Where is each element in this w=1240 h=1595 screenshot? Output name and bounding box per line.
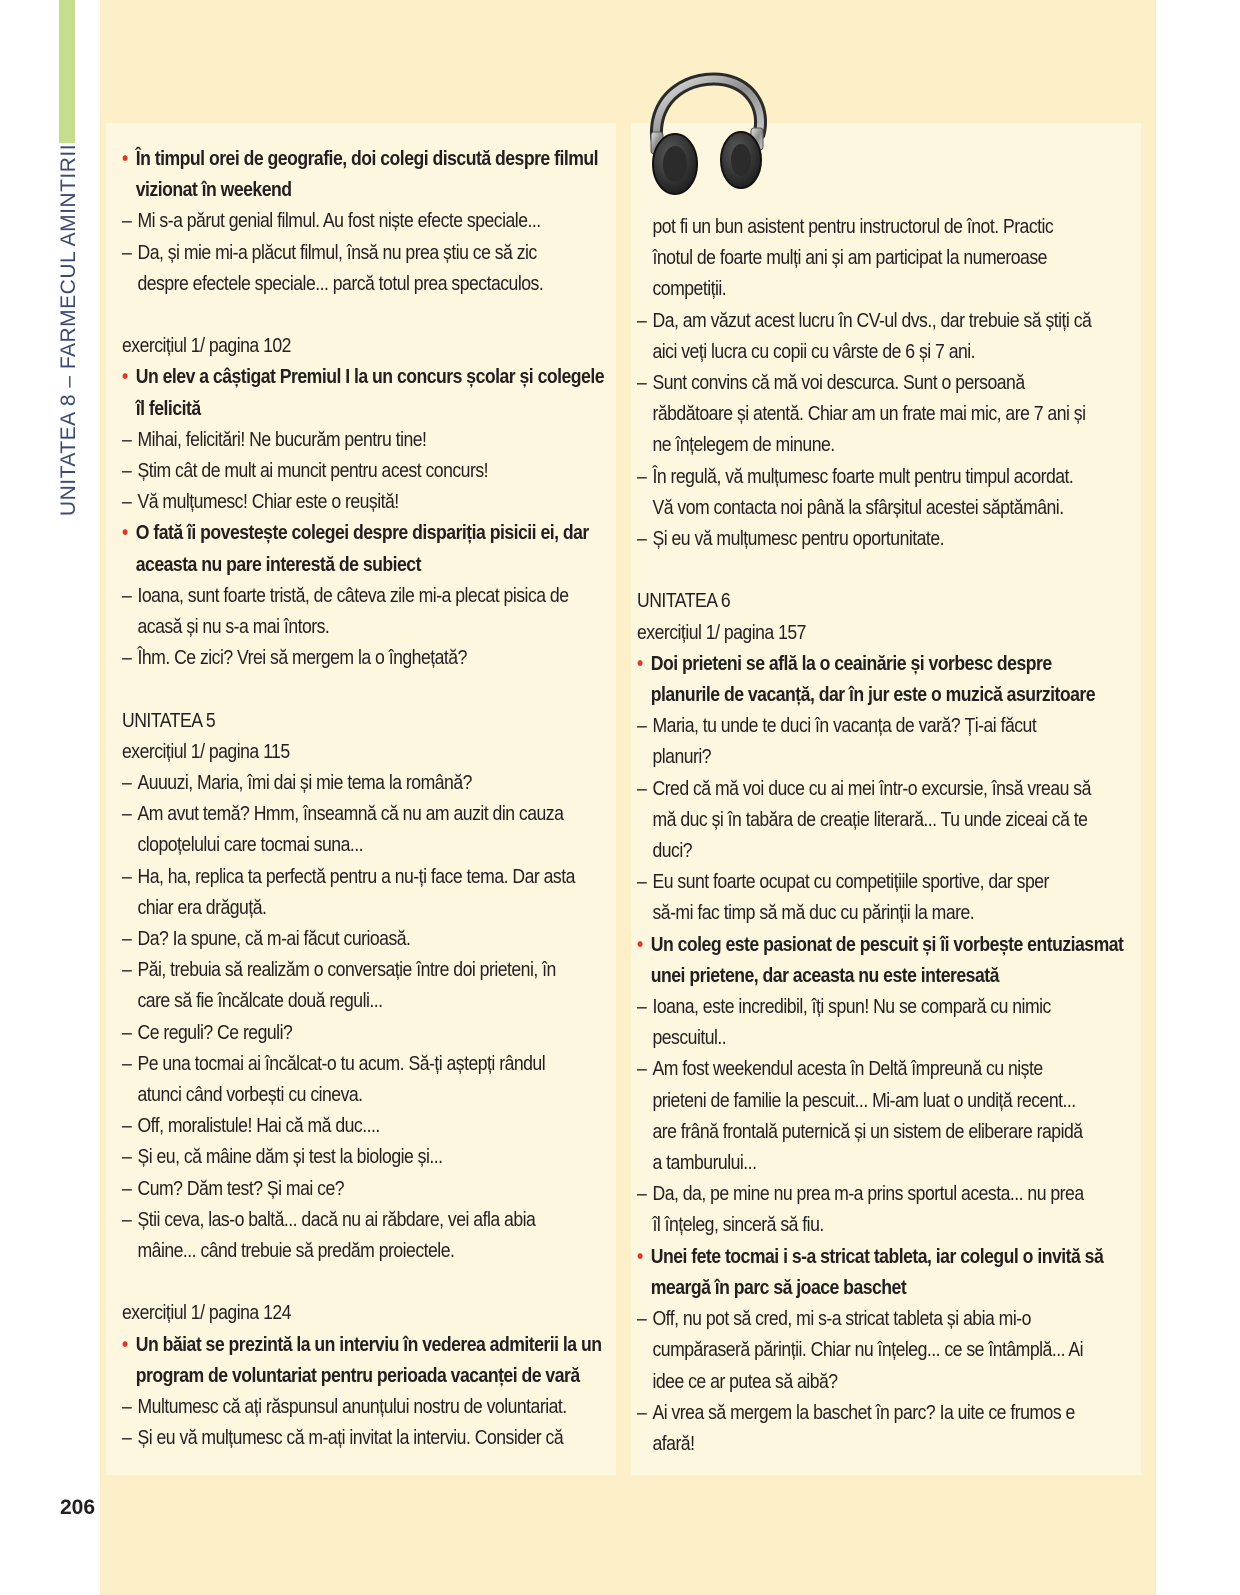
exercise-page-102 bbox=[122, 330, 616, 673]
dialogue-line: acasă și nu s-a mai întors. bbox=[137, 615, 330, 639]
dialogue-line: despre efectele speciale... parcă totul prea spectaculos. bbox=[137, 271, 544, 295]
dialogue-line: Vă vom contacta noi până la sfârșitul acestei săptămâni. bbox=[652, 495, 1064, 519]
dialogue-line: mâine... când trebuie să predăm proiectele. bbox=[137, 1239, 455, 1263]
dialogue-line: – Multumesc că ați răspunsul anunțului nostru de voluntariat. bbox=[122, 1391, 547, 1422]
dialogue-line: – Am fost weekendul acesta în Deltă împreună cu niște bbox=[637, 1053, 1070, 1084]
dialogue-line: atunci când vorbești cu cineva. bbox=[137, 1083, 363, 1107]
dialogue-line: – Off, nu pot să cred, mi s-a stricat tableta și abia mi-o bbox=[637, 1303, 1070, 1334]
scenario-description: • Doi prieteni se află la o ceainărie și vorbesc despre bbox=[637, 648, 1070, 679]
dialogue-line: ne înțelegem de minune. bbox=[652, 433, 835, 457]
right-text-column bbox=[631, 123, 1141, 1475]
scenario-description: • Un elev a câștigat Premiul I la un concurs școlar și colegele bbox=[122, 361, 547, 392]
dialogue-line: – Și eu, că mâine dăm și test la biologie și... bbox=[122, 1141, 547, 1172]
dialogue-line: să-mi fac timp să mă duc cu părinții la mare. bbox=[652, 901, 975, 925]
dialogue-line: – Mihai, felicitări! Ne bucurăm pentru tine! bbox=[122, 424, 547, 455]
scenario-description: • O fată îi povestește colegei despre dispariția pisicii ei, dar bbox=[122, 517, 547, 548]
scenario-description: vizionat în weekend bbox=[135, 178, 292, 202]
dialogue-line: răbdătoare și atentă. Chiar am un frate mai mic, are 7 ani și bbox=[652, 402, 1086, 426]
dialogue-line: pescuitul.. bbox=[652, 1026, 727, 1050]
dialogue-line: prieteni de familie la pescuit... Mi-am luat o undiță recent... bbox=[652, 1088, 1076, 1112]
page-number: 206 bbox=[60, 1496, 96, 1519]
dialogue-line: – Auuuzi, Maria, îmi dai și mie tema la română? bbox=[122, 767, 547, 798]
dialogue-line: mă duc și în tabăra de creație literară... Tu unde ziceai că te bbox=[652, 807, 1088, 831]
dialogue-line: idee ce ar putea să aibă? bbox=[652, 1369, 838, 1393]
headphones-icon bbox=[643, 72, 773, 202]
dialogue-line: – Sunt convins că mă voi descurca. Sunt o persoană bbox=[637, 367, 1070, 398]
dialogue-line: înotul de foarte mulți ani și am participat la numeroase bbox=[652, 246, 1047, 270]
dialogue-line: – Și eu vă mulțumesc pentru oportunitate. bbox=[637, 523, 1070, 554]
exercise-page-124 bbox=[122, 1297, 616, 1453]
unit-side-label: UNITATEA 8 – FARMECUL AMINTIRII bbox=[57, 143, 80, 517]
scenario-description: aceasta nu pare interestă de subiect bbox=[135, 552, 421, 576]
dialogue-line: – Pe una tocmai ai încălcat-o tu acum. Să-ți aștepți rândul bbox=[122, 1048, 547, 1079]
exercise-heading: exercițiul 1/ pagina 115 bbox=[122, 739, 290, 763]
dialogue-line: – Păi, trebuia să realizăm o conversație între doi prieteni, în bbox=[122, 954, 547, 985]
dialogue-line: – Maria, tu unde te duci în vacanța de vară? Ți-ai făcut bbox=[637, 710, 1070, 741]
dialogue-line: – Și eu vă mulțumesc că m-ați invitat la interviu. Consider că bbox=[122, 1422, 547, 1453]
exercise-heading: exercițiul 1/ pagina 124 bbox=[122, 1301, 291, 1325]
scenario-description: planurile de vacanță, dar în jur este o muzică asurzitoare bbox=[650, 683, 1096, 707]
unit-color-tab bbox=[59, 0, 75, 143]
dialogue-line: – În regulă, vă mulțumesc foarte mult pentru timpul acordat. bbox=[637, 461, 1070, 492]
dialogue-line: – Ai vrea să mergem la baschet în parc? Ia uite ce frumos e bbox=[637, 1397, 1070, 1428]
dialogue-line: – Da, am văzut acest lucru în CV-ul dvs., dar trebuie să știți că bbox=[637, 305, 1070, 336]
dialogue-line: – Ioana, este incredibil, îți spun! Nu se compară cu nimic bbox=[637, 991, 1070, 1022]
dialogue-line: a tamburului... bbox=[652, 1151, 757, 1175]
unit-6-section bbox=[637, 585, 1141, 1459]
exercise-heading: exercițiul 1/ pagina 102 bbox=[122, 334, 291, 358]
dialogue-line: – Mi s-a părut genial filmul. Au fost niște efecte speciale... bbox=[122, 205, 547, 236]
dialogue-line: – Știi ceva, las-o baltă... dacă nu ai răbdare, vei afla abia bbox=[122, 1204, 547, 1235]
dialogue-line: – Îhm. Ce zici? Vrei să mergem la o înghețată? bbox=[122, 642, 547, 673]
dialogue-line: afară! bbox=[652, 1431, 695, 1455]
dialogue-line: – Da, și mie mi-a plăcut filmul, însă nu prea știu ce să zic bbox=[122, 237, 547, 268]
scenario-description: unei prietene, dar aceasta nu este interesată bbox=[650, 963, 999, 987]
dialogue-line: – Eu sunt foarte ocupat cu competițiile sportive, dar sper bbox=[637, 866, 1070, 897]
unit-5-section bbox=[122, 705, 616, 1267]
scenario-description: îl felicită bbox=[135, 396, 201, 420]
left-text-column bbox=[106, 123, 616, 1475]
scenario-description: • În timpul orei de geografie, doi colegi discută despre filmul bbox=[122, 143, 547, 174]
dialogue-line: – Vă mulțumesc! Chiar este o reușită! bbox=[122, 486, 547, 517]
dialogue-line: – Știm cât de mult ai muncit pentru acest concurs! bbox=[122, 455, 547, 486]
dialogue-line: planuri? bbox=[652, 745, 712, 769]
dialogue-line: – Ioana, sunt foarte tristă, de câteva zile mi-a plecat pisica de bbox=[122, 580, 547, 611]
dialogue-line: – Cred că mă voi duce cu ai mei într-o excursie, însă vreau să bbox=[637, 773, 1070, 804]
scenario-description: program de voluntariat pentru perioada vacanței de vară bbox=[135, 1363, 580, 1387]
unit-heading: UNITATEA 5 bbox=[122, 708, 216, 732]
dialogue-line: duci? bbox=[652, 839, 693, 863]
unit-heading: UNITATEA 6 bbox=[637, 589, 731, 613]
dialogue-line: cumpăraseră părinții. Chiar nu înțeleg... ce se întâmplă... Ai bbox=[652, 1338, 1084, 1362]
dialogue-line: – Ce reguli? Ce reguli? bbox=[122, 1017, 547, 1048]
dialogue-line: îl înțeleg, sinceră să fiu. bbox=[652, 1213, 824, 1237]
dialogue-line: are frână frontală puternică și un sistem de eliberare rapidă bbox=[652, 1119, 1083, 1143]
dialogue-line: – Off, moralistule! Hai că mă duc.... bbox=[122, 1110, 547, 1141]
scenario-geography-class bbox=[122, 143, 616, 299]
dialogue-line: care să fie încălcate două reguli... bbox=[137, 989, 383, 1013]
dialogue-line: – Ha, ha, replica ta perfectă pentru a nu-ți face tema. Dar asta bbox=[122, 861, 547, 892]
scenario-description: meargă în parc să joace baschet bbox=[650, 1275, 907, 1299]
scenario-description: • Un coleg este pasionat de pescuit și îi vorbește entuziasmat bbox=[637, 929, 1070, 960]
dialogue-line: chiar era drăguță. bbox=[137, 895, 267, 919]
dialogue-line: – Da, da, pe mine nu prea m-a prins sportul acesta... nu prea bbox=[637, 1178, 1070, 1209]
dialogue-line: – Da? Ia spune, că m-ai făcut curioasă. bbox=[122, 923, 547, 954]
interview-continuation bbox=[637, 211, 1141, 554]
dialogue-line: – Cum? Dăm test? Și mai ce? bbox=[122, 1173, 547, 1204]
dialogue-line: competiții. bbox=[652, 277, 727, 301]
dialogue-line: clopoțelului care tocmai suna... bbox=[137, 833, 364, 857]
dialogue-line: pot fi un bun asistent pentru instructorul de înot. Practic bbox=[652, 215, 1054, 238]
scenario-description: • Unei fete tocmai i s-a stricat tableta, iar colegul o invită să bbox=[637, 1241, 1070, 1272]
dialogue-line: aici veți lucra cu copii cu vârste de 6 și 7 ani. bbox=[652, 339, 976, 363]
scenario-description: • Un băiat se prezintă la un interviu în vederea admiterii la un bbox=[122, 1329, 547, 1360]
dialogue-line: – Am avut temă? Hmm, înseamnă că nu am auzit din cauza bbox=[122, 798, 547, 829]
exercise-heading: exercițiul 1/ pagina 157 bbox=[637, 620, 806, 644]
